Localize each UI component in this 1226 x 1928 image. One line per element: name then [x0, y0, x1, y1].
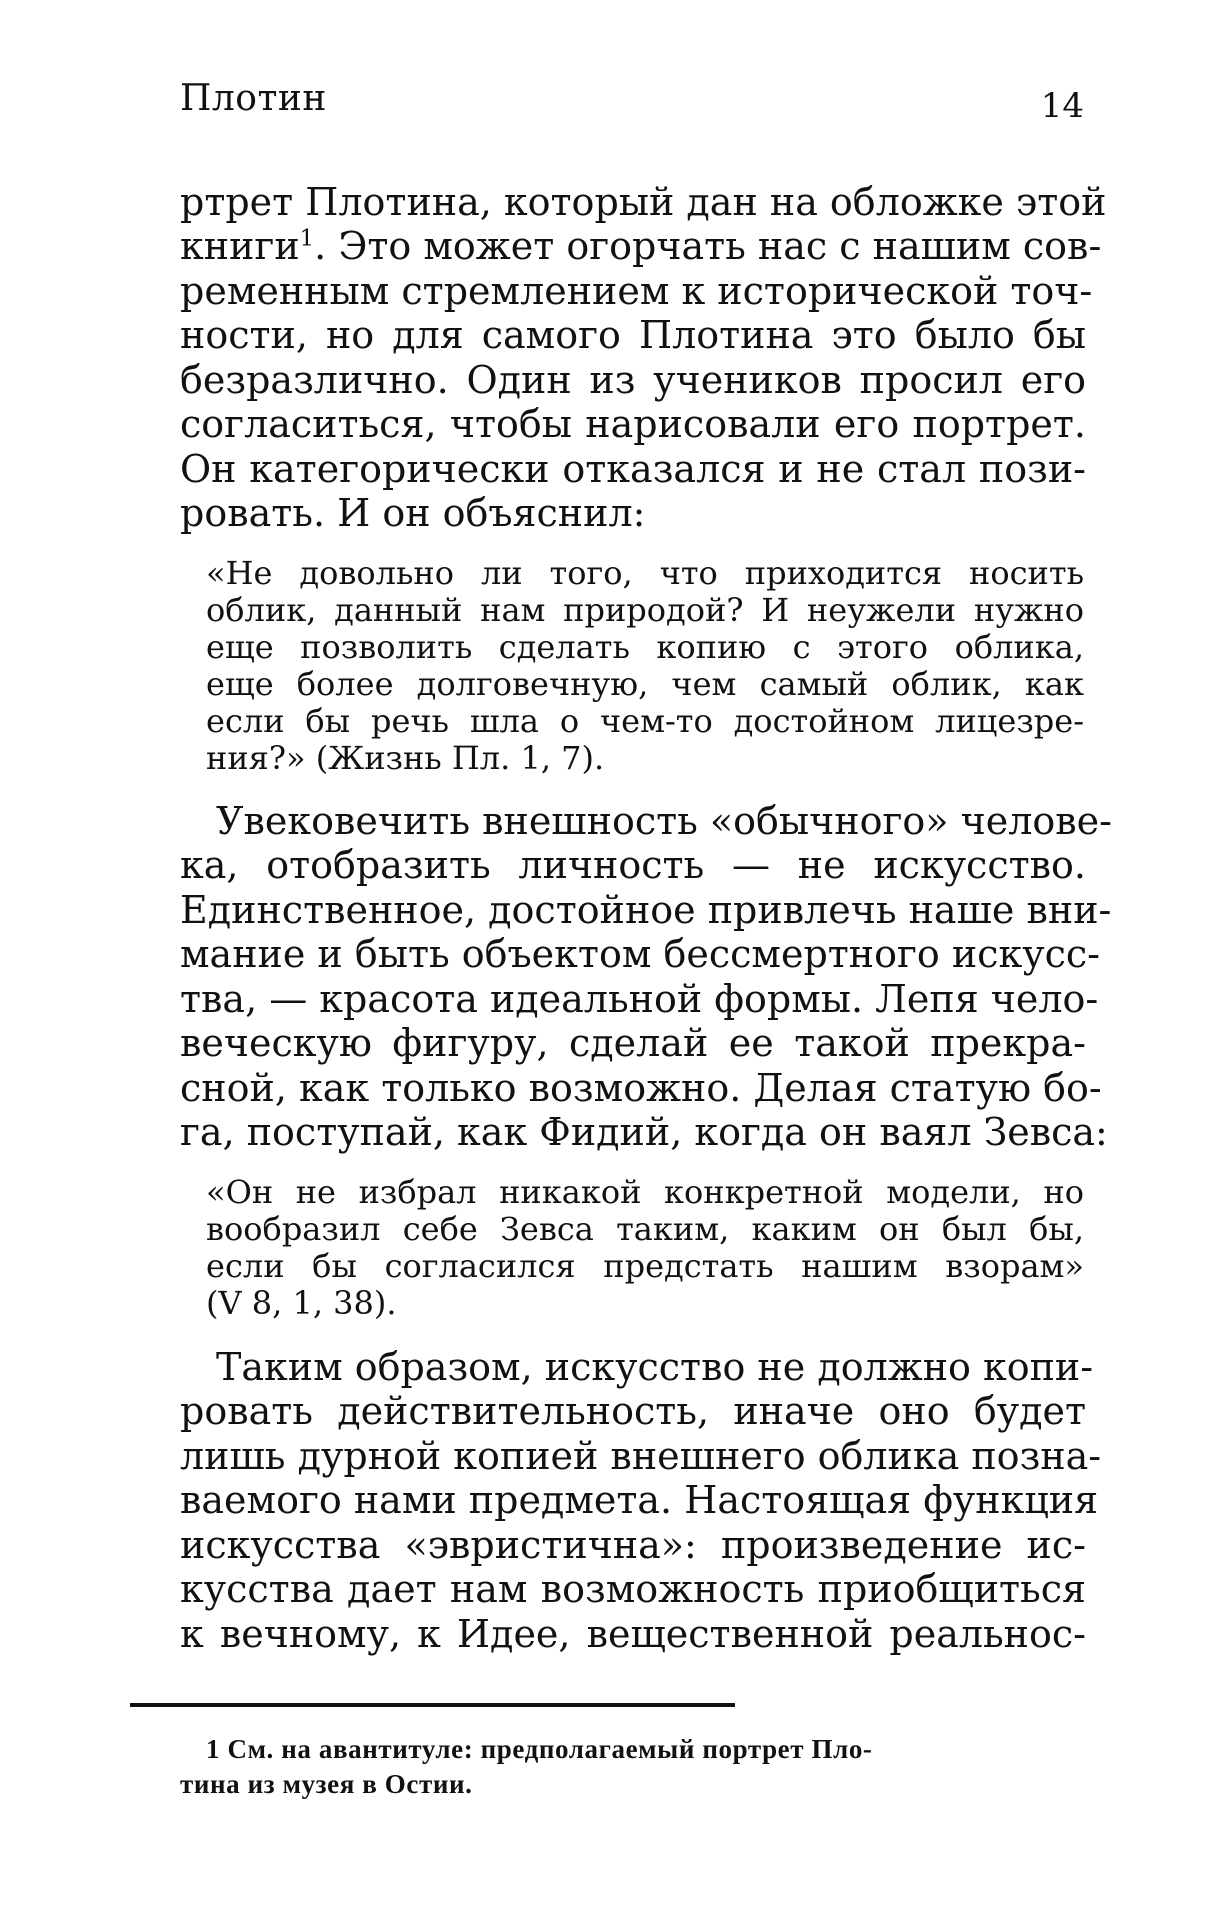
- text-line: Он категорически отказался и не стал пози-: [180, 447, 1086, 491]
- page-number: 14: [1040, 86, 1084, 126]
- text-line: сной, как только возможно. Делая статую бо-: [180, 1066, 1102, 1110]
- quote-line: вообразил себе Зевса таким, каким он был бы,: [206, 1210, 1084, 1248]
- text-line: Таким образом, искусство не должно копи-: [216, 1345, 1094, 1389]
- footnote-reference: 1: [299, 225, 315, 252]
- text-line: веческую фигуру, сделай ее такой прекра-: [180, 1021, 1086, 1065]
- text-line: ровать действительность, иначе оно будет: [180, 1389, 1086, 1433]
- text-line: безразлично. Один из учеников просил его: [180, 358, 1086, 402]
- text-line: согласиться, чтобы нарисовали его портрет.: [180, 402, 1086, 446]
- quote-line: «Не довольно ли того, что приходится носить: [206, 554, 1084, 592]
- footnote-text: См. на авантитуле: предполагаемый портрет Пло-: [227, 1734, 873, 1764]
- text-line: искусства «эвристична»: произведение ис-: [180, 1523, 1086, 1567]
- text-line: Единственное, достойное привлечь наше вни-: [180, 888, 1112, 932]
- text-line: га, поступай, как Фидий, когда он ваял Зевса:: [180, 1110, 1108, 1154]
- quote-line: если бы речь шла о чем-то достойном лицезре-: [206, 702, 1084, 740]
- text-line: ности, но для самого Плотина это было бы: [180, 313, 1086, 357]
- footnote-marker: 1: [206, 1734, 221, 1764]
- text-line: лишь дурной копией внешнего облика позна-: [180, 1434, 1102, 1478]
- text-line: мание и быть объектом бессмертного искусс-: [180, 932, 1100, 976]
- running-head: Плотин: [180, 78, 327, 119]
- text-line: ка, отобразить личность — не искусство.: [180, 843, 1086, 887]
- quote-line: если бы согласился предстать нашим взорам»: [206, 1247, 1084, 1285]
- text-line: [180, 224, 1102, 268]
- text-fragment: . Это может огорчать нас с нашим сов-: [314, 224, 1102, 268]
- text-line: к вечному, к Идее, вещественной реальнос-: [180, 1612, 1086, 1656]
- quote-line: ния?» (Жизнь Пл. 1, 7).: [206, 739, 605, 777]
- footnote-divider: [130, 1703, 735, 1707]
- quote-line: облик, данный нам природой? И неужели нужно: [206, 591, 1084, 629]
- quote-line: «Он не избрал никакой конкретной модели, но: [206, 1173, 1084, 1211]
- footnote-line: [206, 1736, 873, 1763]
- footnote-line: тина из музея в Остии.: [180, 1769, 473, 1799]
- text-line: Увековечить внешность «обычного» челове-: [216, 799, 1112, 843]
- quote-line: еще позволить сделать копию с этого облика,: [206, 628, 1084, 666]
- text-fragment: книги: [180, 224, 300, 268]
- text-line: ваемого нами предмета. Настоящая функция: [180, 1478, 1099, 1522]
- quote-line: (V 8, 1, 38).: [206, 1284, 397, 1322]
- text-line: ртрет Плотина, который дан на обложке этой: [180, 180, 1107, 224]
- text-line: кусства дает нам возможность приобщиться: [180, 1567, 1086, 1611]
- text-line: ровать. И он объяснил:: [180, 491, 646, 535]
- text-line: ременным стремлением к исторической точ-: [180, 269, 1093, 313]
- quote-line: еще более долговечную, чем самый облик, как: [206, 665, 1084, 703]
- text-line: тва, — красота идеальной формы. Лепя чело-: [180, 977, 1099, 1021]
